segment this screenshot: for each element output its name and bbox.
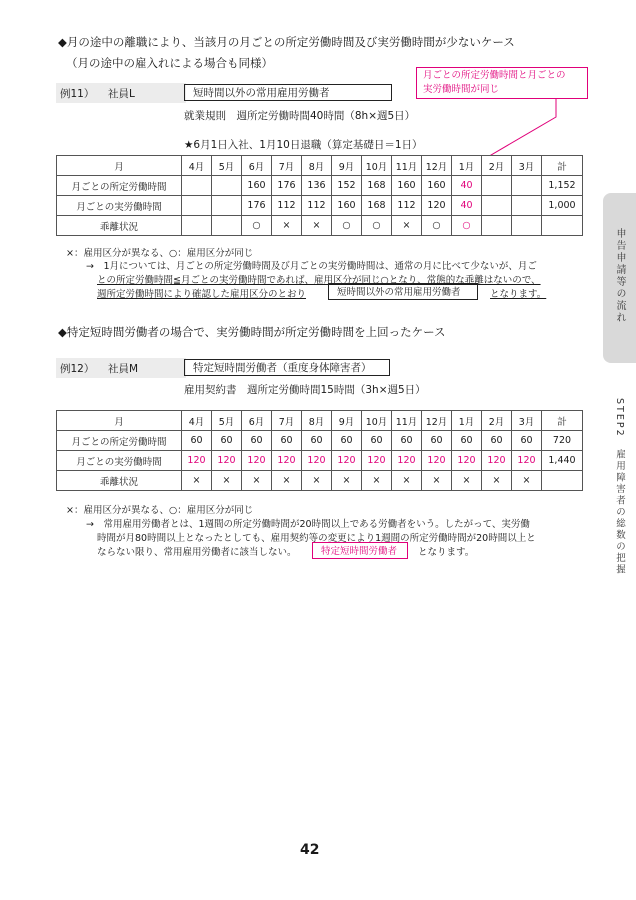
table-cell: 60 (212, 431, 242, 451)
example12-explain-line3: ならない限り、常用雇用労働者に該当しない。 (97, 547, 297, 558)
example11-rule: 就業規則 週所定労働時間40時間（8h×週5日） (184, 110, 416, 122)
example12-label: 例12） (60, 363, 95, 375)
table-cell: ○ (422, 216, 452, 236)
table-header-cell: 5月 (212, 156, 242, 176)
example11-note: ★6月1日入社、1月10日退職（算定基礎日＝1日） (184, 139, 423, 151)
example12-category-box: 特定短時間労働者（重度身体障害者） (184, 359, 390, 376)
table-cell: ○ (362, 216, 392, 236)
example11-explain-end: となります。 (490, 289, 547, 300)
table-header-cell: 8月 (302, 411, 332, 431)
table-cell: 1,152 (542, 176, 583, 196)
table-cell: 1,440 (542, 451, 583, 471)
table-header-cell: 月 (57, 411, 182, 431)
table-cell: × (272, 216, 302, 236)
table-cell: 60 (512, 431, 542, 451)
table-cell: 40 (452, 196, 482, 216)
table-header-cell: 11月 (392, 156, 422, 176)
table-cell: 160 (392, 176, 422, 196)
table-cell: 60 (332, 431, 362, 451)
table-cell: 120 (272, 451, 302, 471)
table-row (57, 471, 583, 491)
table-header-cell: 1月 (452, 156, 482, 176)
table-cell: 112 (392, 196, 422, 216)
example12-legend: ×：雇用区分が異なる、○：雇用区分が同じ (66, 505, 254, 516)
section1-heading: ◆月の途中の離職により、当該月の月ごとの所定労働時間及び実労働時間が少ないケース (58, 35, 515, 49)
table-cell: 160 (422, 176, 452, 196)
table-cell: 120 (392, 451, 422, 471)
table-cell (482, 176, 512, 196)
table-header-cell: 9月 (332, 411, 362, 431)
table-row (57, 451, 583, 471)
table-cell: ○ (332, 216, 362, 236)
example11-explain-line1: → 1月については、月ごとの所定労働時間及び月ごとの実労働時間は、通常の月に比べて少ないが、月ご (86, 261, 537, 272)
table-cell (182, 196, 212, 216)
table-header-cell: 12月 (422, 156, 452, 176)
table-cell: 120 (422, 196, 452, 216)
table-header-cell: 7月 (272, 156, 302, 176)
table-row-label: 月ごとの所定労働時間 (57, 176, 182, 196)
table-cell: × (512, 471, 542, 491)
table-cell: 136 (302, 176, 332, 196)
table-header-cell: 月 (57, 156, 182, 176)
example12-explain-line2: 時間が月80時間以上となったとしても、雇用契約等の変更により1週間の所定労働時間が20時間以上と (97, 533, 536, 544)
table-header-cell: 8月 (302, 156, 332, 176)
table-header-cell: 4月 (182, 156, 212, 176)
table-cell: 176 (242, 196, 272, 216)
table-cell: 120 (452, 451, 482, 471)
table-row (57, 176, 583, 196)
table-cell: 160 (242, 176, 272, 196)
table-header-cell: 9月 (332, 156, 362, 176)
table-cell: 40 (452, 176, 482, 196)
example11-result-box: 短時間以外の常用雇用労働者 (328, 283, 478, 300)
table-cell (512, 216, 542, 236)
table-cell: × (392, 471, 422, 491)
table-cell: 60 (422, 431, 452, 451)
callout-line1: 月ごとの所定労働時間と月ごとの (423, 70, 566, 81)
table-cell (512, 196, 542, 216)
side-step-text: STEP2 雇用障害者の総数の把握 (614, 398, 625, 576)
table-cell: 120 (242, 451, 272, 471)
table-header-cell: 2月 (482, 156, 512, 176)
table-cell: × (422, 471, 452, 491)
table-cell (182, 176, 212, 196)
table-cell: 720 (542, 431, 583, 451)
table-cell: × (332, 471, 362, 491)
table-header-cell: 2月 (482, 411, 512, 431)
example12-explain-line1: → 常用雇用労働者とは、1週間の所定労働時間が20時間以上である労働者をいう。したがって、実労働 (86, 519, 530, 530)
table-cell (182, 216, 212, 236)
table-row-label: 乖離状況 (57, 471, 182, 491)
page-number: 42 (300, 842, 320, 858)
example11-employee: 社員L (108, 88, 135, 100)
side-tab-text: 申告申請等の流れ (614, 228, 625, 324)
table-cell: 168 (362, 176, 392, 196)
table-header-cell: 7月 (272, 411, 302, 431)
table-cell: 60 (242, 431, 272, 451)
table-header-cell: 11月 (392, 411, 422, 431)
table-row-label: 月ごとの実労働時間 (57, 196, 182, 216)
table-cell: ○ (242, 216, 272, 236)
table-header-row (57, 156, 583, 176)
table-cell: 120 (182, 451, 212, 471)
table-row (57, 431, 583, 451)
table-cell (542, 216, 583, 236)
example11-legend: ×：雇用区分が異なる、○：雇用区分が同じ (66, 248, 254, 259)
table-cell: × (212, 471, 242, 491)
table-cell: 120 (512, 451, 542, 471)
table-header-cell: 3月 (512, 411, 542, 431)
table-cell (482, 216, 512, 236)
table-cell (212, 176, 242, 196)
table-cell: × (242, 471, 272, 491)
table-header-cell: 12月 (422, 411, 452, 431)
table-cell: 120 (212, 451, 242, 471)
table-cell: × (182, 471, 212, 491)
table-cell: 120 (302, 451, 332, 471)
table-header-cell: 4月 (182, 411, 212, 431)
table-cell (212, 196, 242, 216)
table-cell: 60 (302, 431, 332, 451)
example11-category-box: 短時間以外の常用雇用労働者 (184, 84, 392, 101)
table-cell: × (482, 471, 512, 491)
table-cell (542, 471, 583, 491)
table-cell (482, 196, 512, 216)
table-cell: 120 (362, 451, 392, 471)
table-cell: 112 (302, 196, 332, 216)
table-header-cell: 10月 (362, 156, 392, 176)
table-cell: 1,000 (542, 196, 583, 216)
table-cell: 112 (272, 196, 302, 216)
table-row (57, 196, 583, 216)
example11-explain-line2: との所定労働時間≦月ごとの実労働時間であれば、雇用区分が同じ○となり、常態的な乖離はないので、 (97, 275, 541, 286)
table-header-cell: 10月 (362, 411, 392, 431)
table-cell: × (452, 471, 482, 491)
table-row-label: 月ごとの実労働時間 (57, 451, 182, 471)
table-header-cell: 計 (542, 411, 583, 431)
table-cell: 60 (452, 431, 482, 451)
example12-employee: 社員M (108, 363, 139, 375)
example11-label: 例11） (60, 88, 95, 100)
example11-explain-line3: 週所定労働時間により確認した雇用区分のとおり (97, 289, 307, 300)
table-row (57, 216, 583, 236)
table-cell: × (302, 471, 332, 491)
table-cell: 60 (272, 431, 302, 451)
table-cell (212, 216, 242, 236)
table-header-cell: 6月 (242, 411, 272, 431)
table-cell: × (272, 471, 302, 491)
table-cell: 60 (482, 431, 512, 451)
table-cell: 120 (482, 451, 512, 471)
table-cell (512, 176, 542, 196)
section2-heading: ◆特定短時間労働者の場合で、実労働時間が所定労働時間を上回ったケース (58, 325, 446, 339)
table-cell: 152 (332, 176, 362, 196)
example12-result-box: 特定短時間労働者 (312, 542, 408, 559)
table-header-cell: 計 (542, 156, 583, 176)
table-row-label: 乖離状況 (57, 216, 182, 236)
table-cell: ○ (452, 216, 482, 236)
table-cell: 120 (332, 451, 362, 471)
table-cell: × (302, 216, 332, 236)
table-cell: 60 (362, 431, 392, 451)
table-row-label: 月ごとの所定労働時間 (57, 431, 182, 451)
table-cell: 176 (272, 176, 302, 196)
table-header-cell: 3月 (512, 156, 542, 176)
table-header-cell: 1月 (452, 411, 482, 431)
example12-rule: 雇用契約書 週所定労働時間15時間（3h×週5日） (184, 384, 426, 396)
table-cell: 60 (182, 431, 212, 451)
table-header-row (57, 411, 583, 431)
table-cell: 60 (392, 431, 422, 451)
table-header-cell: 6月 (242, 156, 272, 176)
callout-line2: 実労働時間が同じ (423, 84, 500, 95)
table-cell: × (362, 471, 392, 491)
table-header-cell: 5月 (212, 411, 242, 431)
table-cell: 168 (362, 196, 392, 216)
example12-explain-end: となります。 (418, 547, 475, 558)
callout-note (416, 67, 588, 99)
example11-table (56, 155, 583, 236)
table-cell: 120 (422, 451, 452, 471)
section1-subheading: （月の途中の雇入れによる場合も同様） (66, 56, 273, 70)
table-cell: 160 (332, 196, 362, 216)
table-cell: × (392, 216, 422, 236)
example12-table (56, 410, 583, 491)
